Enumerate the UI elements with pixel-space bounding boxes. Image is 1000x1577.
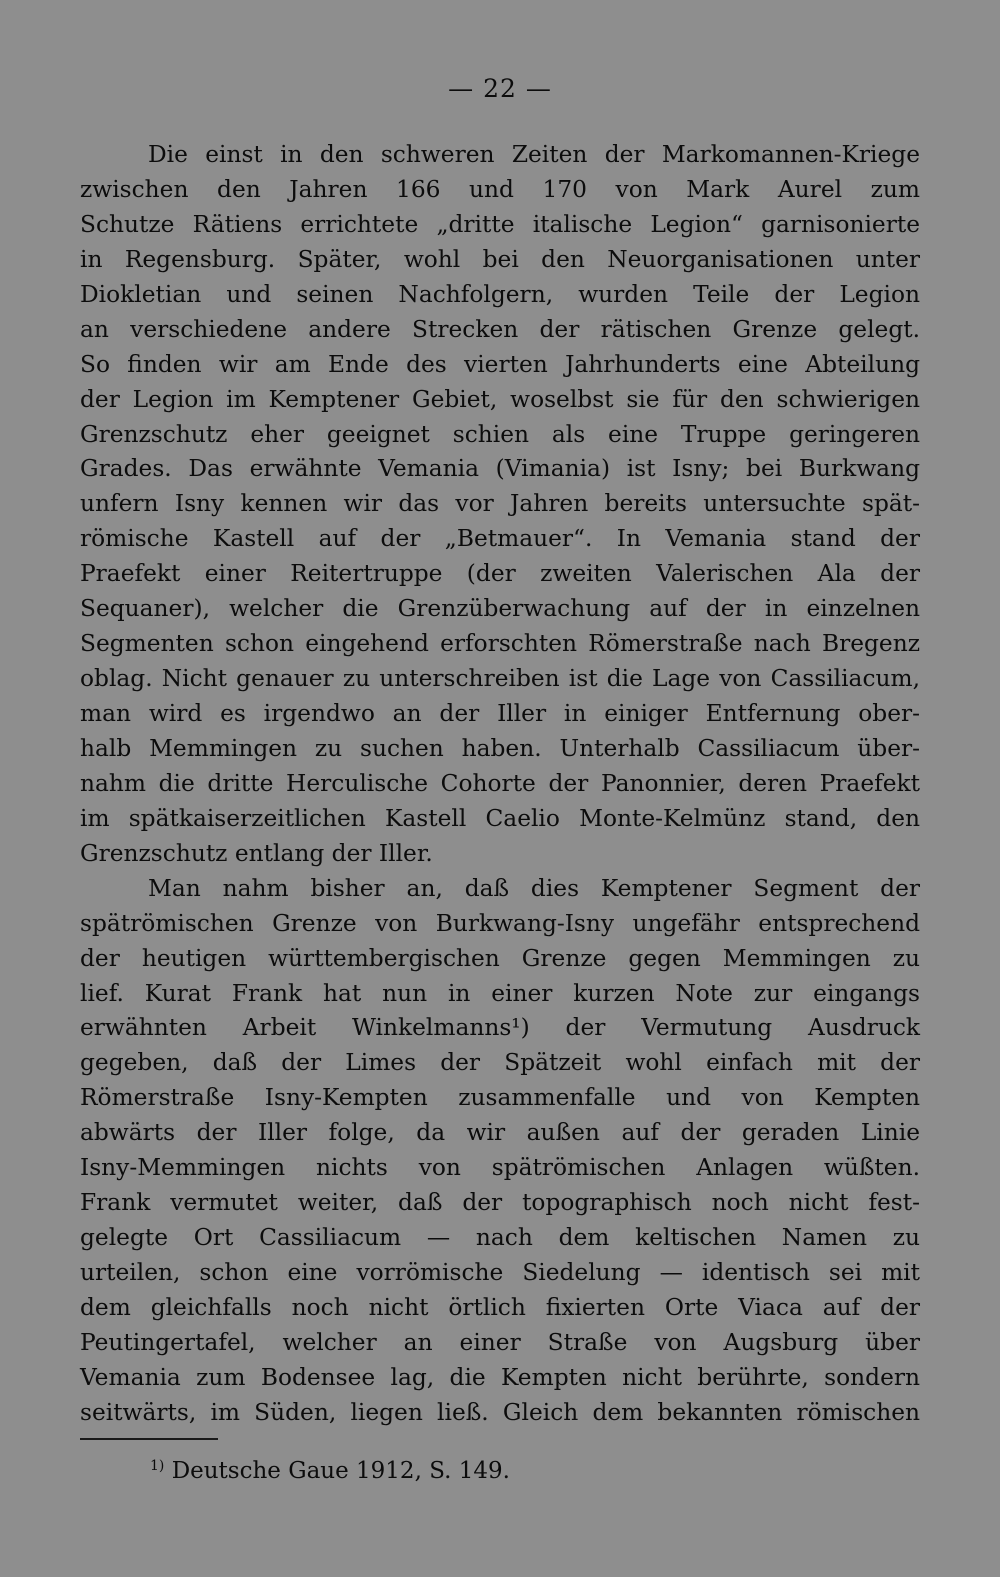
text-line: Grades. Das erwähnte Vemania (Vimania) ist Isny; bei Burkwang [80, 455, 920, 483]
body-text [80, 138, 920, 1431]
text-line: im spätkaiserzeitlichen Kastell Caelio Monte-Kelmünz stand, den [80, 804, 920, 832]
text-line: römische Kastell auf der „Betmauer“. In Vemania stand der [80, 525, 920, 553]
text-line: erwähnten Arbeit Winkelmanns¹) der Vermutung Ausdruck [80, 1014, 920, 1042]
text-line: Peutingertafel, welcher an einer Straße von Augsburg über [80, 1328, 920, 1356]
text-line: Sequaner), welcher die Grenzüberwachung auf der in einzelnen [80, 595, 920, 623]
text-line: Vemania zum Bodensee lag, die Kempten nicht berührte, sondern [80, 1363, 920, 1391]
text-line: urteilen, schon eine vorrömische Siedelung — identisch sei mit [80, 1259, 920, 1286]
text-line: Frank vermutet weiter, daß der topographisch noch nicht fest- [80, 1189, 920, 1217]
paragraph-2 [80, 872, 920, 1431]
text-line: man wird es irgendwo an der Iller in einiger Entfernung ober- [80, 700, 920, 727]
text-line: unfern Isny kennen wir das vor Jahren bereits untersuchte spät- [80, 490, 920, 518]
page-number: — 22 — [448, 74, 552, 103]
text-line: oblag. Nicht genauer zu unterschreiben ist die Lage von Cassiliacum, [80, 665, 920, 693]
text-line: seitwärts, im Süden, liegen ließ. Gleich dem bekannten römischen [80, 1398, 920, 1426]
text-line: halb Memmingen zu suchen haben. Unterhalb Cassiliacum über- [80, 734, 920, 762]
footnote-text: Deutsche Gaue 1912, S. 149. [171, 1458, 510, 1484]
text-line: Grenzschutz eher geeignet schien als eine Truppe geringeren [80, 420, 920, 448]
text-line: in Regensburg. Später, wohl bei den Neuorganisationen unter [80, 245, 920, 273]
text-line: So finden wir am Ende des vierten Jahrhunderts eine Abteilung [80, 350, 920, 378]
text-line: dem gleichfalls noch nicht örtlich fixierten Orte Viaca auf der [80, 1293, 920, 1321]
text-line: an verschiedene andere Strecken der rätischen Grenze gelegt. [80, 315, 920, 343]
text-line: Man nahm bisher an, daß dies Kemptener Segment der [148, 874, 920, 902]
text-line: der heutigen württembergischen Grenze gegen Memmingen zu [80, 944, 920, 972]
text-line: Isny-Memmingen nichts von spätrömischen Anlagen wüßten. [80, 1154, 920, 1182]
text-line: Römerstraße Isny-Kempten zusammenfalle und von Kempten [80, 1084, 920, 1112]
text-line: der Legion im Kemptener Gebiet, woselbst sie für den schwierigen [80, 385, 920, 413]
text-line: Schutze Rätiens errichtete „dritte italische Legion“ garnisonierte [80, 210, 920, 238]
footnote-marker: 1) [150, 1458, 165, 1474]
text-line: spätrömischen Grenze von Burkwang-Isny ungefähr entsprechend [80, 909, 920, 937]
text-line: nahm die dritte Herculische Cohorte der Panonnier, deren Praefekt [80, 769, 920, 797]
text-line: gelegte Ort Cassiliacum — nach dem keltischen Namen zu [80, 1224, 920, 1252]
text-line: Grenzschutz entlang der Iller. [80, 839, 433, 867]
text-line: Die einst in den schweren Zeiten der Markomannen-Kriege [148, 141, 920, 168]
text-line: lief. Kurat Frank hat nun in einer kurzen Note zur eingangs [80, 979, 920, 1007]
text-line: Praefekt einer Reitertruppe (der zweiten Valerischen Ala der [80, 560, 920, 588]
footnote [150, 1456, 510, 1486]
footnote-divider [80, 1438, 218, 1440]
text-line: abwärts der Iller folge, da wir außen auf der geraden Linie [80, 1119, 920, 1147]
paragraph-1 [80, 138, 920, 872]
text-line: zwischen den Jahren 166 und 170 von Mark Aurel zum [80, 175, 920, 203]
text-line: Segmenten schon eingehend erforschten Römerstraße nach Bregenz [80, 630, 920, 658]
text-line: Diokletian und seinen Nachfolgern, wurden Teile der Legion [80, 280, 920, 308]
text-line: gegeben, daß der Limes der Spätzeit wohl einfach mit der [80, 1049, 920, 1077]
